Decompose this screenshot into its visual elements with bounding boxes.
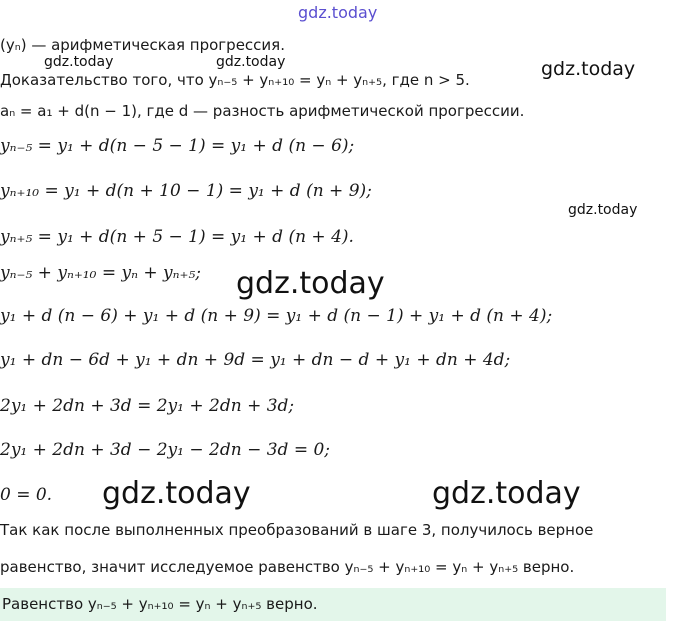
conclusion-line-2: равенство, значит исследуемое равенство yₙ₋₅ + yₙ₊₁₀ = yₙ + yₙ₊₅ верно.	[0, 558, 575, 576]
watermark-left-small: gdz.today	[44, 54, 114, 70]
watermark-right-mid: gdz.today	[541, 58, 636, 80]
answer-box	[0, 588, 666, 621]
watermark-bottom-right-big: gdz.today	[432, 476, 581, 511]
general-term-formula: aₙ = a₁ + d(n − 1), где d — разность арифметической прогрессии.	[0, 102, 525, 120]
proof-goal: Доказательство того, что yₙ₋₅ + yₙ₊₁₀ = yₙ + yₙ₊₅, где n > 5.	[0, 71, 470, 89]
equation-5: y₁ + d (n − 6) + y₁ + d (n + 9) = y₁ + d (n − 1) + y₁ + d (n + 4);	[0, 306, 553, 326]
equation-7: 2y₁ + 2dn + 3d = 2y₁ + 2dn + 3d;	[0, 396, 295, 416]
equation-4: yₙ₋₅ + yₙ₊₁₀ = yₙ + yₙ₊₅;	[0, 263, 202, 283]
watermark-center-big: gdz.today	[236, 266, 385, 301]
watermark-right-small: gdz.today	[568, 202, 638, 218]
equation-9: 0 = 0.	[0, 485, 53, 505]
equation-1: yₙ₋₅ = y₁ + d(n − 5 − 1) = y₁ + d (n − 6);	[0, 136, 355, 156]
equation-8: 2y₁ + 2dn + 3d − 2y₁ − 2dn − 3d = 0;	[0, 440, 331, 460]
problem-statement: (yₙ) — арифметическая прогрессия.	[0, 36, 285, 54]
watermark-top: gdz.today	[298, 3, 378, 22]
equation-2: yₙ₊₁₀ = y₁ + d(n + 10 − 1) = y₁ + d (n + 9);	[0, 181, 372, 201]
conclusion-line-1: Так как после выполненных преобразований в шаге 3, получилось верное	[0, 521, 594, 539]
watermark-mid-small: gdz.today	[216, 54, 286, 70]
equation-3: yₙ₊₅ = y₁ + d(n + 5 − 1) = y₁ + d (n + 4).	[0, 227, 354, 247]
equation-6: y₁ + dn − 6d + y₁ + dn + 9d = y₁ + dn − d + y₁ + dn + 4d;	[0, 350, 511, 370]
answer-text: Равенство yₙ₋₅ + yₙ₊₁₀ = yₙ + yₙ₊₅ верно.	[2, 595, 318, 613]
watermark-bottom-left-big: gdz.today	[102, 476, 251, 511]
